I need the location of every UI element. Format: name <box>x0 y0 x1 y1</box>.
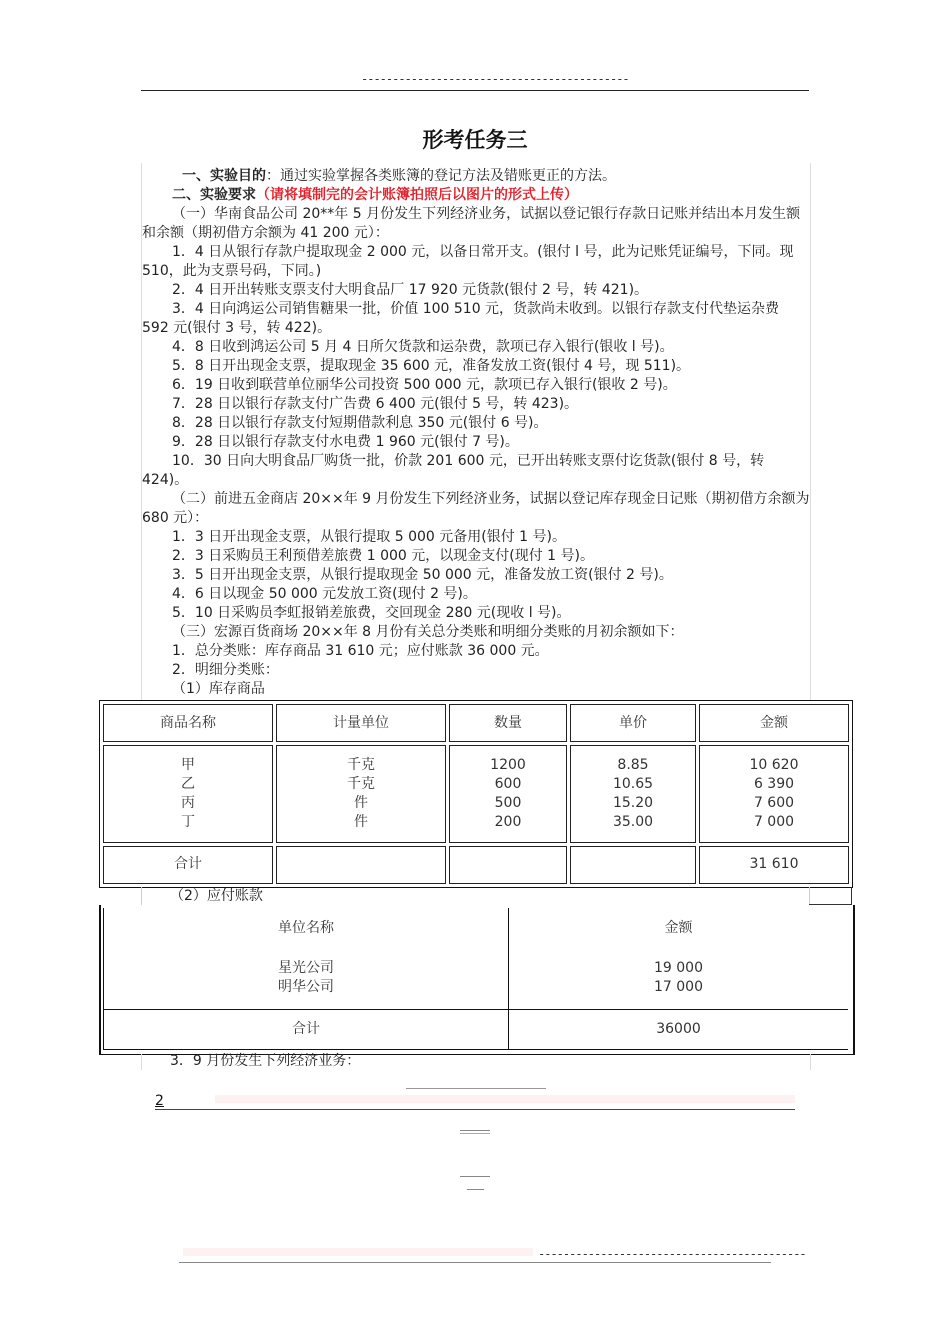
part3-line: 2．明细分类账： <box>172 662 279 678</box>
table-header-cell: 金额 <box>699 704 849 742</box>
part3-line: 3．9 月份发生下列经济业务： <box>170 1053 361 1069</box>
inventory-table-frame <box>99 700 853 888</box>
price-value: 10.65 <box>612 775 654 792</box>
product-name: 乙 <box>181 775 195 792</box>
supplier-amount: 17 000 <box>654 979 703 996</box>
table-header-row <box>104 908 849 948</box>
part1-intro: （一）华南食品公司 20**年 5 月份发生下列经济业务，试据以登记银行存款日记账并结出本月发生额和余额（期初借方余额为 41 200 元）： <box>142 206 801 241</box>
section-purpose-text: ：通过实验掌握各类账簿的登记方法及错账更正的方法。 <box>266 168 616 184</box>
inventory-table <box>100 701 852 887</box>
unit-value: 千克 <box>347 775 375 792</box>
quantity-value: 1200 <box>490 756 526 773</box>
supplier-name: 星光公司 <box>278 960 334 977</box>
part1-item: 4．8 日收到鸿运公司 5 月 4 日所欠货款和运杂费，款项已存入银行(银收 l 号)。 <box>172 339 674 355</box>
table-header-cell: 金额 <box>664 919 693 936</box>
product-name: 丁 <box>181 813 195 830</box>
unit-value: 件 <box>354 813 368 830</box>
document-body <box>141 163 811 700</box>
part1-item: 5．8 日开出现金支票，提取现金 35 600 元，准备发放工资(银付 4 号，现 511)。 <box>172 358 691 374</box>
amount-value: 10 620 <box>749 756 799 773</box>
part2-item: 3．5 日开出现金支票，从银行提取现金 50 000 元，准备发放工资(银付 2 号)。 <box>172 567 673 583</box>
table-header-cell: 数量 <box>449 704 567 742</box>
footer-short-rule <box>406 1088 546 1089</box>
footer-dashes: ------------------------------------------- <box>538 1247 806 1261</box>
header-dashes: ------------------------------------------- <box>361 72 629 86</box>
inventory-subheading: （1）库存商品 <box>172 681 265 697</box>
part1-item: 9．28 日以银行存款支付水电费 1 960 元(银付 7 号)。 <box>172 434 519 450</box>
faint-watermark-band <box>215 1095 795 1103</box>
table-header-cell: 商品名称 <box>103 704 273 742</box>
table-row <box>104 948 849 1009</box>
part1-item: 6．19 日收到联营单位丽华公司投资 500 000 元，款项已存入银行(银收 2 号)。 <box>172 377 677 393</box>
table-header-row <box>103 704 849 742</box>
quantity-cell <box>449 745 567 842</box>
total-amount: 36000 <box>509 1009 849 1049</box>
table-total-row <box>103 846 849 884</box>
footer-mark <box>467 1189 484 1190</box>
payables-table <box>103 908 848 1050</box>
footer-rule <box>155 1109 795 1110</box>
quantity-value: 600 <box>494 775 522 792</box>
table-frame-corner <box>809 887 852 905</box>
supplier-name: 明华公司 <box>278 979 334 996</box>
amount-cell <box>699 745 849 842</box>
amount-value: 6 390 <box>753 775 795 792</box>
empty-cell <box>570 846 696 884</box>
footer-mark <box>460 1130 490 1131</box>
footer-mark <box>460 1176 490 1177</box>
section-purpose-label: 一、实验目的 <box>182 168 266 184</box>
price-value: 15.20 <box>612 794 654 811</box>
section-requirements <box>142 186 810 205</box>
part2-intro: （二）前进五金商店 20××年 9 月份发生下列经济业务，试据以登记库存现金日记账（期初借方余额为 680 元）： <box>142 491 810 526</box>
price-value: 35.00 <box>612 813 654 830</box>
part2-item: 4．6 日以现金 50 000 元发放工资(现付 2 号)。 <box>172 586 477 602</box>
part1-item: 1．4 日从银行存款户提取现金 2 000 元，以备日常开支。(银付 l 号，此为记账凭证编号，下同。现 510，此为支票号码，下同。) <box>142 244 794 279</box>
price-cell <box>570 745 696 842</box>
supplier-amounts-cell <box>509 948 849 1009</box>
part1-item: 3．4 日向鸿运公司销售糖果一批，价值 100 510 元，货款尚未收到。以银行存款支付代垫运杂费 592 元(银付 3 号，转 422)。 <box>142 301 780 336</box>
product-name: 甲 <box>181 756 195 773</box>
supplier-amount: 19 000 <box>654 960 703 977</box>
table-total-row <box>104 1009 849 1049</box>
total-label: 合计 <box>103 846 273 884</box>
amount-value: 7 000 <box>753 813 795 830</box>
part3-intro: （三）宏源百货商场 20××年 8 月份有关总分类账和明细分类账的月初余额如下： <box>172 624 684 640</box>
payables-table-frame <box>99 905 855 1055</box>
page-number: 2 <box>155 1093 164 1109</box>
footer-mark <box>460 1133 490 1134</box>
part3-line: 1．总分类账：库存商品 31 610 元；应付账款 36 000 元。 <box>172 643 549 659</box>
quantity-value: 500 <box>494 794 522 811</box>
upload-note: （请将填制完的会计账簿拍照后以图片的形式上传） <box>256 187 578 203</box>
total-amount: 31 610 <box>699 846 849 884</box>
amount-value: 7 600 <box>753 794 795 811</box>
table-row <box>103 745 849 842</box>
unit-value: 千克 <box>347 756 375 773</box>
part1-item: 2．4 日开出转账支票支付大明食品厂 17 920 元货款(银付 2 号，转 421)。 <box>172 282 649 298</box>
quantity-value: 200 <box>494 813 522 830</box>
empty-cell <box>276 846 446 884</box>
product-name: 丙 <box>181 794 195 811</box>
empty-cell <box>449 846 567 884</box>
product-names-cell <box>103 745 273 842</box>
price-value: 8.85 <box>617 756 649 773</box>
part2-item: 5．10 日采购员李虹报销差旅费，交回现金 280 元(现收 l 号)。 <box>172 605 571 621</box>
total-label: 合计 <box>104 1009 509 1049</box>
header-rule <box>141 90 809 91</box>
faint-watermark-band <box>183 1248 533 1256</box>
supplier-names-cell <box>104 948 509 1009</box>
table-header-cell: 单位名称 <box>104 908 509 948</box>
section-requirements-label: 二、实验要求 <box>172 187 256 203</box>
part1-item: 10．30 日向大明食品厂购货一批，价款 201 600 元，已开出转账支票付讫货款(银付 8 号，转 424)。 <box>142 453 765 488</box>
content-border-stub <box>141 887 142 905</box>
payables-subheading: （2）应付账款 <box>170 888 263 904</box>
table-header-cell: 计量单位 <box>276 704 446 742</box>
part2-item: 1．3 日开出现金支票，从银行提取 5 000 元备用(银付 1 号)。 <box>172 529 566 545</box>
units-cell <box>276 745 446 842</box>
section-purpose <box>142 167 810 186</box>
footer-bottom-rule <box>179 1262 771 1263</box>
part1-item: 7．28 日以银行存款支付广告费 6 400 元(银付 5 号，转 423)。 <box>172 396 579 412</box>
part1-item: 8．28 日以银行存款支付短期借款利息 350 元(银付 6 号)。 <box>172 415 548 431</box>
unit-value: 件 <box>354 794 368 811</box>
part2-item: 2．3 日采购员王利预借差旅费 1 000 元，以现金支付(现付 1 号)。 <box>172 548 594 564</box>
page-title: 形考任务三 <box>422 128 528 152</box>
table-header-cell: 单价 <box>570 704 696 742</box>
